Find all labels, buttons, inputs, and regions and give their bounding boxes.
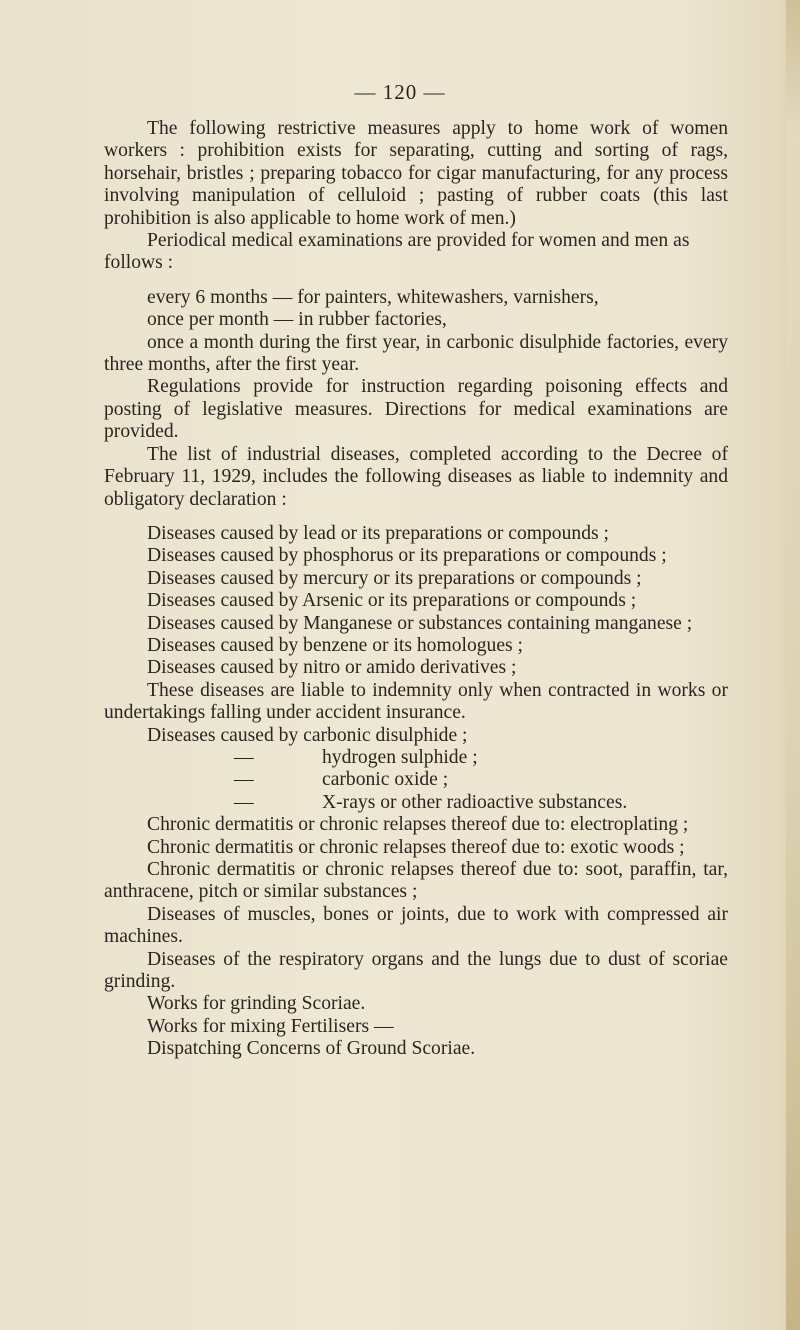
exam-item-six-months: every 6 months — for painters, whitewashers, varnishers,	[147, 286, 599, 308]
disease-mercury: Diseases caused by mercury or its preparations or compounds ;	[147, 567, 642, 589]
disease-dermatitis-soot-tar: Chronic dermatitis or chronic relapses thereof due to: soot, paraffin, tar, anthracene, pitch or similar substances ;	[104, 859, 728, 903]
disease-dermatitis-exotic-woods: Chronic dermatitis or chronic relapses thereof due to: exotic woods ;	[147, 836, 685, 858]
disease-subitem-x-rays	[104, 792, 728, 814]
subitem-text: carbonic oxide ;	[322, 769, 449, 791]
disease-nitro-amido: Diseases caused by nitro or amido derivatives ;	[147, 657, 517, 679]
page-edge-stain	[786, 0, 800, 1330]
disease-subitem-carbonic-oxide	[104, 769, 728, 791]
disease-phosphorus: Diseases caused by phosphorus or its preparations or compounds ;	[147, 545, 667, 567]
exam-item-monthly: once per month — in rubber factories,	[147, 309, 447, 331]
dash-marker: —	[234, 769, 254, 791]
body-text	[104, 118, 728, 1061]
subitem-text: hydrogen sulphide ;	[322, 746, 478, 768]
disease-benzene: Diseases caused by benzene or its homologues ;	[147, 634, 523, 656]
dispatching-ground-scoriae: Dispatching Concerns of Ground Scoriae.	[147, 1038, 476, 1060]
disease-dermatitis-electroplating: Chronic dermatitis or chronic relapses thereof due to: electroplating ;	[147, 814, 689, 836]
disease-compressed-air: Diseases of muscles, bones or joints, due to work with compressed air machines.	[104, 903, 728, 948]
paragraph-indemnity-note: These diseases are liable to indemnity only when contracted in works or undertakings falling under accident insurance.	[104, 679, 728, 724]
exam-item-carbonic-disulphide: once a month during the first year, in carbonic disulphide factories, every three months, after the first year.	[104, 331, 728, 376]
works-grinding-scoriae: Works for grinding Scoriae.	[147, 993, 366, 1015]
dash-marker: —	[234, 791, 254, 813]
paragraph-medical-examinations: Periodical medical examinations are provided for women and men as follows :	[104, 230, 690, 274]
disease-lead: Diseases caused by lead or its preparations or compounds ;	[147, 522, 609, 544]
disease-carbonic-disulphide: Diseases caused by carbonic disulphide ;	[147, 724, 468, 746]
disease-respiratory-scoriae: Diseases of the respiratory organs and the lungs due to dust of scoriae grinding.	[104, 948, 728, 993]
page-number: — 120 —	[354, 80, 446, 104]
paragraph-home-work-restrictions: The following restrictive measures apply to home work of women workers : prohibition exists for separating, cutting and sorting of rags, horsehair, bristles ; preparing tobacco for cigar manufacturing, for any process involving manipulation of celluloid ; pasting of rubber coats (this last prohibition is also applicable to home work of men.)	[104, 118, 728, 229]
disease-subitem-hydrogen-sulphide	[104, 747, 728, 769]
disease-manganese: Diseases caused by Manganese or substances containing manganese ;	[147, 612, 693, 634]
subitem-text: X-rays or other radioactive substances.	[322, 791, 628, 813]
disease-arsenic: Diseases caused by Arsenic or its preparations or compounds ;	[147, 590, 637, 612]
paragraph-industrial-diseases-list: The list of industrial diseases, completed according to the Decree of February 11, 1929, includes the following diseases as liable to indemnity and obligatory declaration :	[104, 443, 728, 510]
works-mixing-fertilisers: Works for mixing Fertilisers —	[147, 1015, 394, 1037]
dash-marker: —	[234, 746, 254, 768]
paragraph-regulations: Regulations provide for instruction regarding poisoning effects and posting of legislative measures. Directions for medical examinations are provided.	[104, 376, 728, 443]
